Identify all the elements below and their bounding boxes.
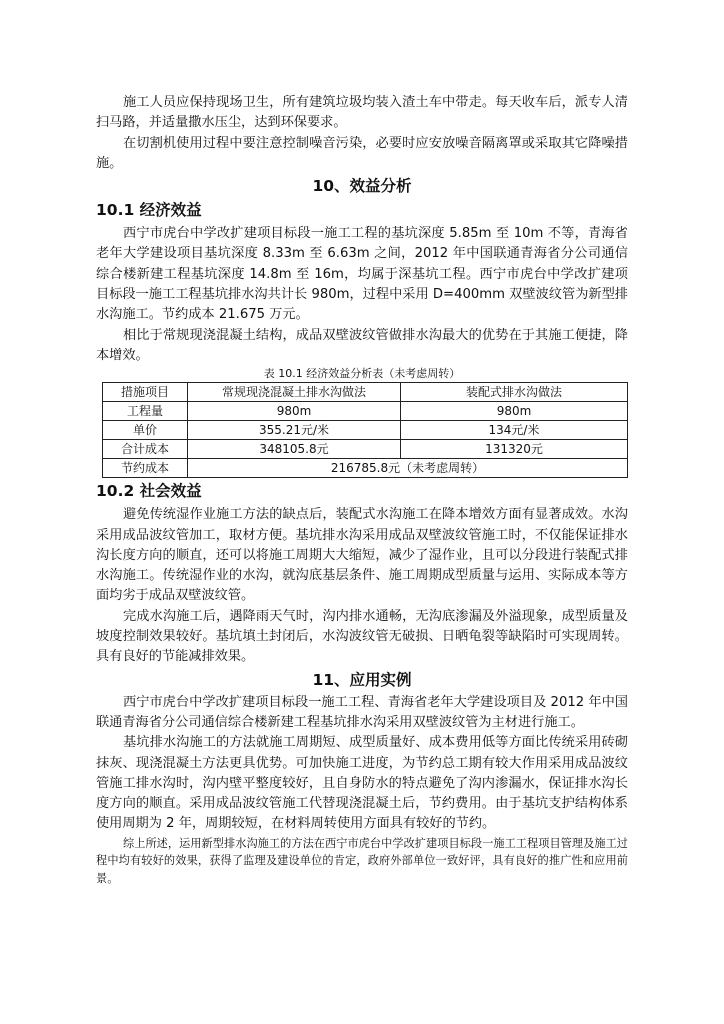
summary-paragraph: 综上所述，运用新型排水沟施工的方法在西宁市虎台中学改扩建项目标段一施工工程项目管理及施工过程中均有较好的效果，获得了监理及建设单位的肯定，政府外部单位一致好评，具有良好的推广性和应用前景。	[96, 836, 628, 885]
table-cell: 134元/米	[401, 421, 628, 440]
table-row	[103, 440, 628, 459]
table-cell: 合计成本	[103, 440, 188, 459]
section-10-1-title: 10.1 经济效益	[96, 201, 202, 220]
social-paragraph-1: 避免传统湿作业施工方法的缺点后，装配式水沟施工在降本增效方面有显著成效。水沟采用成品波纹管加工，取材方便。基坑排水沟采用成品双壁波纹管施工时，不仅能保证排水沟长度方向的顺直，还可以将施工周期大大缩短，减少了湿作业，且可以分段进行装配式排水沟施工。传统湿作业的水沟，就沟底基层条件、施工周期成型质量与运用、实际成本等方面均劣于成品双壁波纹管。	[96, 507, 628, 604]
table-cell: 工程量	[103, 402, 188, 421]
table-row	[103, 421, 628, 440]
table-cell: 980m	[188, 402, 401, 421]
table-header-row	[103, 383, 628, 402]
saving-value-cell: 216785.8元（未考虑周转）	[188, 459, 628, 478]
section-10-2-title: 10.2 社会效益	[96, 482, 202, 501]
economic-paragraph-2: 相比于常规现浇混凝土结构，成品双壁波纹管做排水沟最大的优势在于其施工便捷，降本增效。	[96, 327, 628, 363]
saving-label-cell: 节约成本	[103, 459, 188, 478]
application-paragraph-1: 西宁市虎台中学改扩建项目标段一施工工程、青海省老年大学建设项目及 2012 年中国联通青海省分公司通信综合楼新建工程基坑排水沟采用双壁波纹管为主材进行施工。	[96, 694, 628, 730]
economic-analysis-table	[102, 382, 628, 478]
table-cell: 131320元	[401, 440, 628, 459]
table-row-saving	[103, 459, 628, 478]
table-header-cell: 措施项目	[103, 383, 188, 402]
table-caption: 表 10.1 经济效益分析表（未考虑周转）	[263, 367, 461, 381]
table-cell: 355.21元/米	[188, 421, 401, 440]
application-paragraph-2: 基坑排水沟施工的方法就施工周期短、成型质量好、成本费用低等方面比传统采用砖砌抹灰、现浇混凝土方法更具优势。可加快施工进度，为节约总工期有较大作用采用成品波纹管施工排水沟时，沟内壁平整度较好，且自身防水的特点避免了沟内渗漏水，保证排水沟长度方向的顺直。采用成品波纹管施工代替现浇混凝土后，节约费用。由于基坑支护结构体系使用周期为 2 年，周期较短，在材料周转使用方面具有较好的节约。	[96, 735, 628, 832]
table-row	[103, 402, 628, 421]
economic-paragraph-1: 西宁市虎台中学改扩建项目标段一施工工程的基坑深度 5.85m 至 10m 不等，青海省老年大学建设项目基坑深度 8.33m 至 6.63m 之间，2012 年中国联通青海省分公司通信综合楼新建工程基坑深度 14.8m 至 16m，均属于深基坑工程。西宁市虎台中学改扩建项目标段一施工工程基坑排水沟共计长 980m，过程中采用 D=400mm 双壁波纹管为新型排水沟施工。节约成本 21.675 万元。	[96, 226, 628, 323]
intro-paragraph-1: 施工人员应保持现场卫生，所有建筑垃圾均装入渣土车中带走。每天收车后，派专人清扫马路，并适量撒水压尘，达到环保要求。	[96, 95, 628, 131]
social-paragraph-2: 完成水沟施工后，遇降雨天气时，沟内排水通畅，无沟底渗漏及外溢现象，成型质量及坡度控制效果较好。基坑填土封闭后，水沟波纹管无破损、日晒龟裂等缺陷时可实现周转。具有良好的节能减排效果。	[96, 608, 628, 665]
intro-paragraph-2: 在切割机使用过程中要注意控制噪音污染，必要时应安放噪音隔离罩或采取其它降噪措施。	[96, 135, 628, 171]
table-header-cell: 常规现浇混凝土排水沟做法	[188, 383, 401, 402]
section-10-title: 10、效益分析	[312, 177, 412, 196]
table-cell: 980m	[401, 402, 628, 421]
table-cell: 单价	[103, 421, 188, 440]
table-header-cell: 装配式排水沟做法	[401, 383, 628, 402]
section-11-title: 11、应用实例	[312, 670, 412, 689]
document-page	[96, 93, 628, 887]
table-cell: 348105.8元	[188, 440, 401, 459]
